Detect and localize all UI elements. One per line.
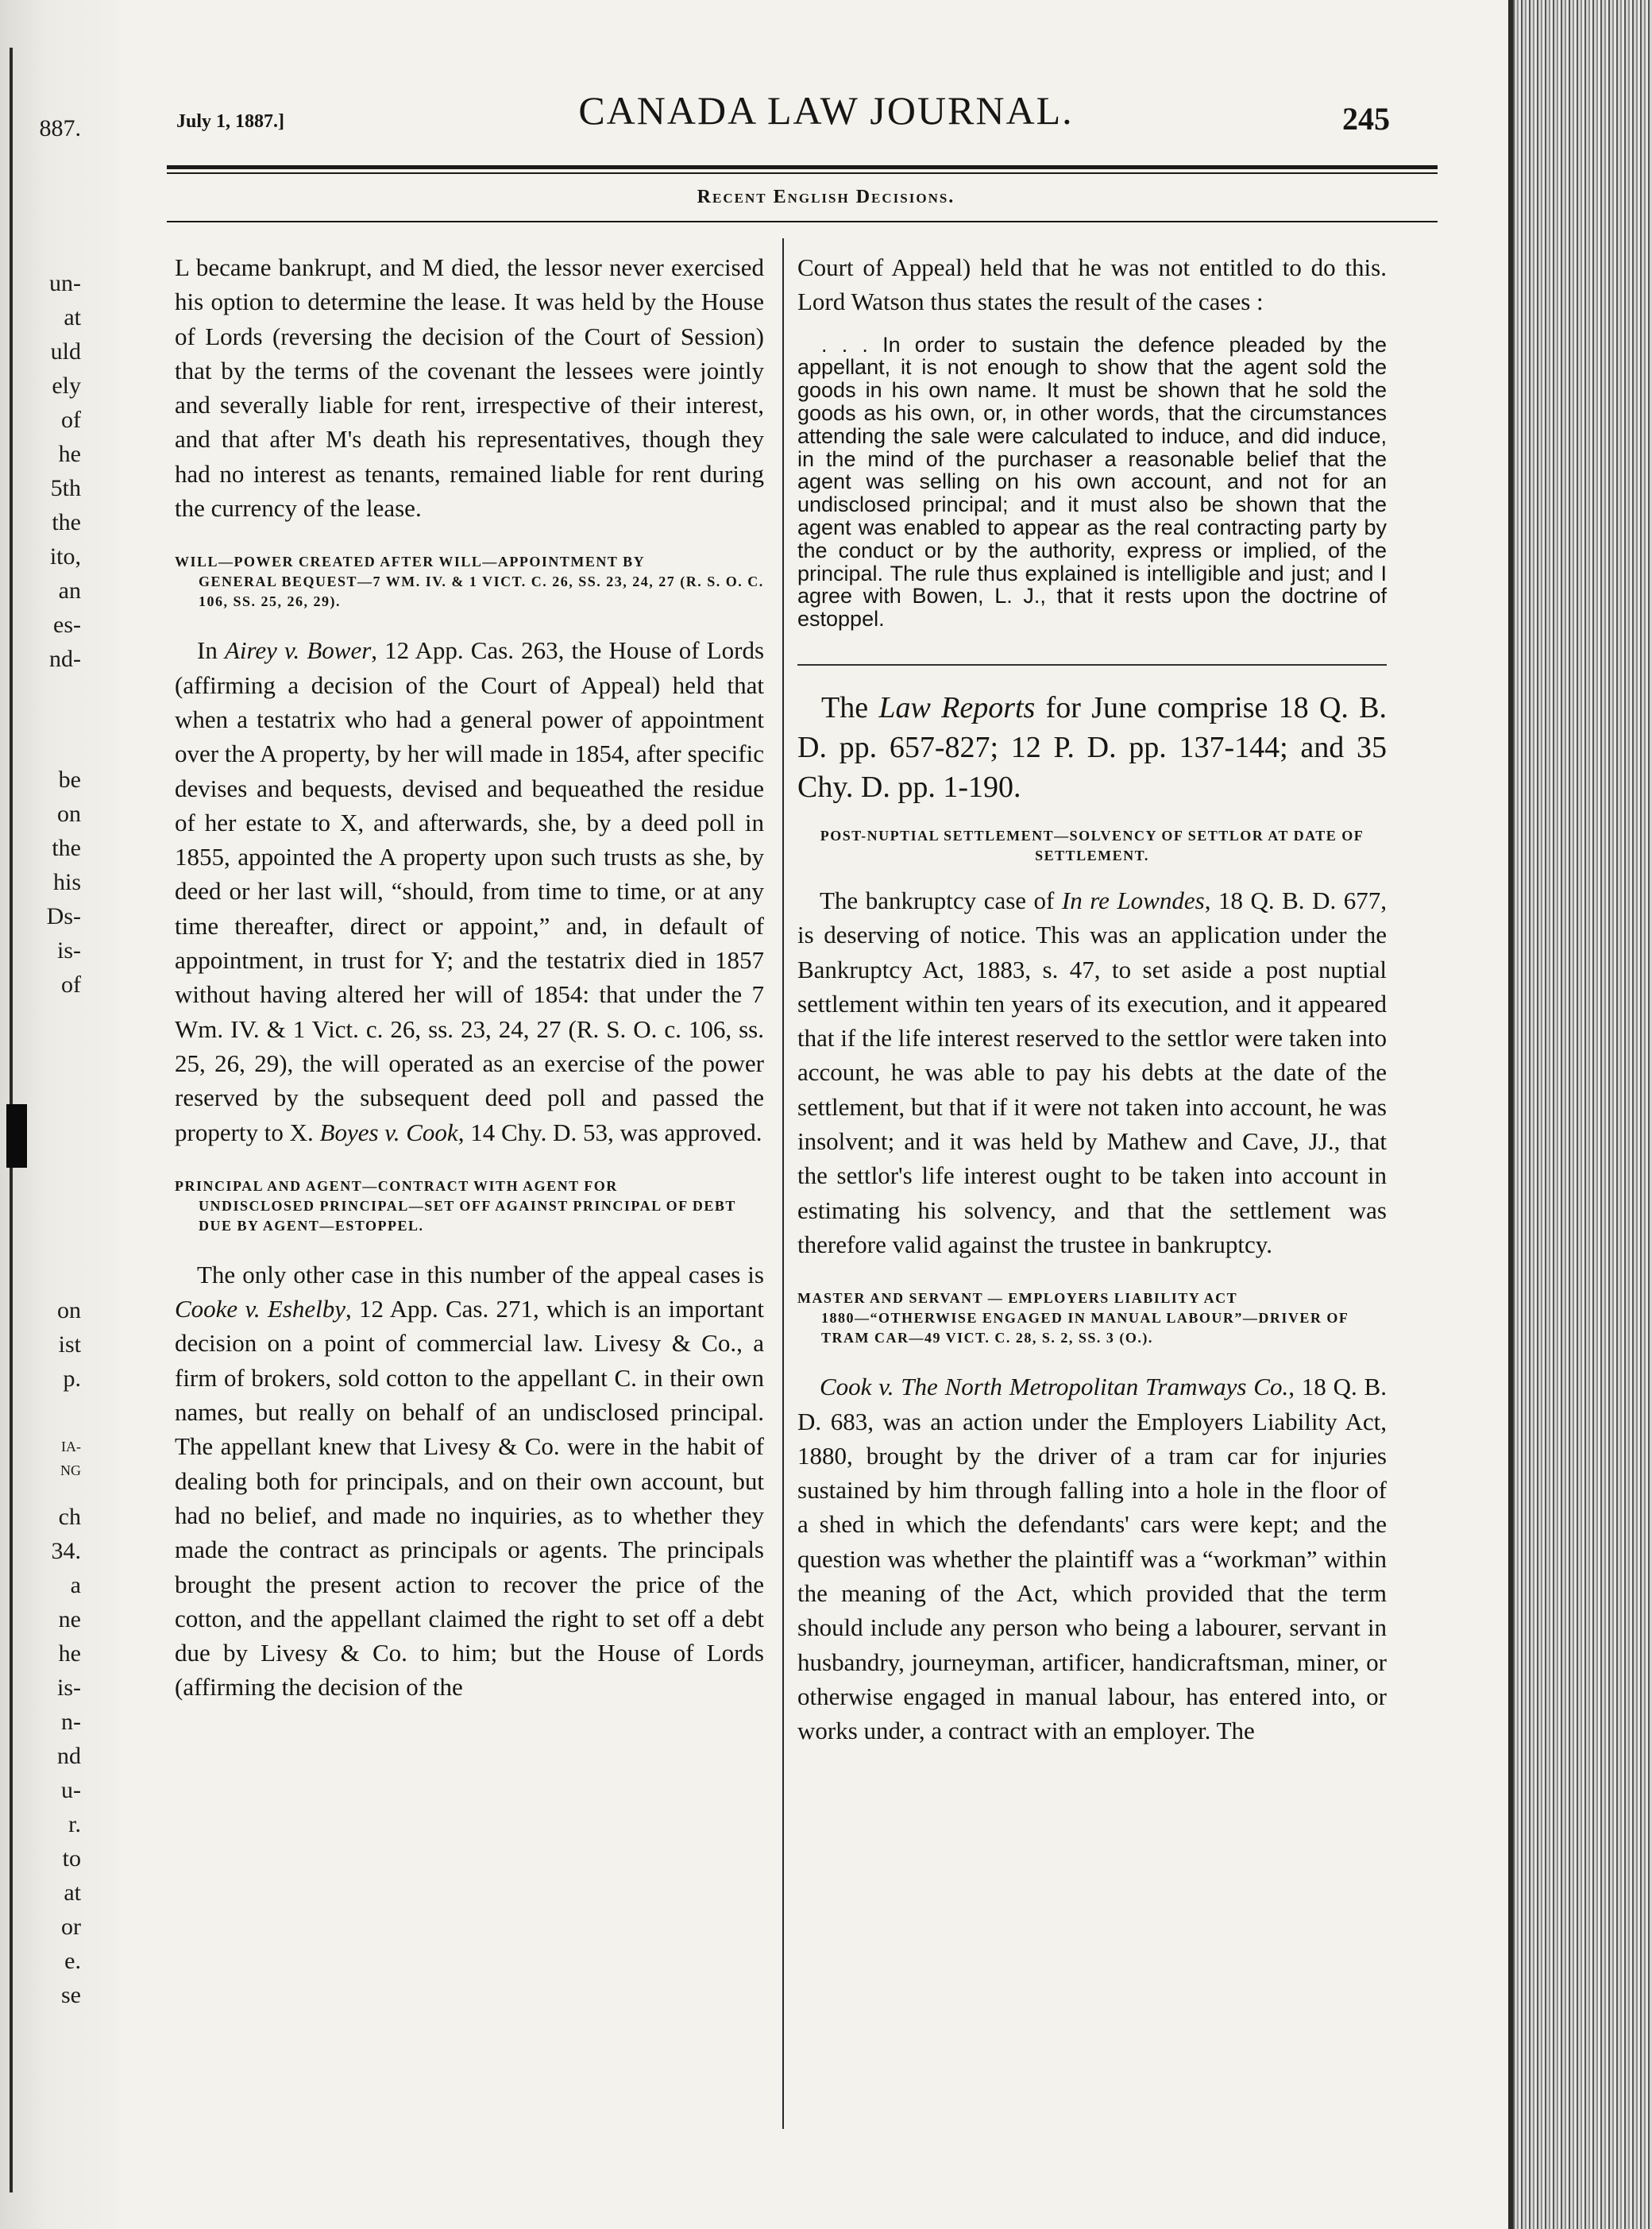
header-rule-thin — [167, 172, 1438, 174]
margin-fragment: of — [61, 972, 81, 998]
case-name: Airey v. Bower — [224, 636, 372, 665]
margin-fragment: the — [52, 835, 81, 861]
margin-fragment: nd- — [49, 646, 81, 672]
paragraph: Court of Appeal) held that he was not entitled to do this. Lord Watson thus states the result of the cases : — [797, 253, 1387, 316]
margin-fragment: p. — [63, 1366, 81, 1392]
margin-fragment: uld — [50, 338, 81, 365]
margin-fragment: or — [61, 1914, 81, 1940]
headnote-line: GENERAL BEQUEST—7 WM. IV. & 1 VICT. C. 26, SS. 23, 24, 27 (R. S. O. C. 106, SS. 25, 26, 29). — [199, 574, 764, 610]
margin-fragment: on — [57, 801, 81, 827]
headnote-line: MASTER AND SERVANT — EMPLOYERS LIABILITY ACT — [797, 1290, 1238, 1307]
quote-text: . . . In order to sustain the defence pleaded by the appellant, it is not enough to show that the agent sold the goods in his own name. It must be shown that he sold the goods as his own, or, in other words, that the circumstances attending the sale were calculated to induce, and did induce, in the mind of the purchaser a reasonable belief that the agent was selling on his own account, and not for an undisclosed principal; and it must also be shown that the agent was enabled to appear as the real contracting party by the conduct or by the authority, express or implied, of the principal. The rule thus explained is intelligible and just; and I agree with Bowen, L. J., that it rests upon the doctrine of estoppel. — [797, 332, 1387, 632]
margin-fragment: u- — [61, 1777, 81, 1803]
margin-fragment: an — [58, 578, 81, 604]
margin-fragment: Ds- — [46, 903, 81, 929]
text: , 18 Q. B. D. 677, is deserving of notice. This was an application under the Bankruptcy Act, 1883, s. 47, to set aside a post nuptial settlement within ten years of its execution, and it appeared that if the life interest reserved to the settlor were taken into account, he was able to pay his debts at the date of the settlement, but that if it were not taken into account, he was insolvent; and it was held by Mathew and Cave, JJ., that the settlor's life interest ought to be taken into account in estimating his solvency, and that the settlement was therefore valid against the trustee in bankruptcy. — [797, 886, 1387, 1258]
text: , 12 App. Cas. 271, which is an important decision on a point of commercial law. Livesy & Co., a firm of brokers, sold cotton to the appellant C. in their own names, but really on behalf of an undisclosed principal. The appellant knew that Livesy & Co. were in the habit of dealing both for principals, and on their own account, but had no belief, and made no inquiries, as to whether they made the contract as principals or agents. The principals brought the present action to recover the price of the cotton, and the appellant claimed the right to set off a debt due by Livesy & Co. to him; but the House of Lords (affirming the decision of the — [175, 1295, 764, 1702]
scan-right-margin — [1513, 0, 1652, 2229]
left-column — [175, 250, 764, 1705]
margin-fragment: ist — [58, 1331, 81, 1358]
text: In — [197, 636, 218, 665]
case-name: Cooke v. Eshelby — [175, 1295, 346, 1323]
law-reports-notice — [797, 688, 1387, 807]
margin-fragment: 887. — [39, 115, 81, 141]
text: The only other case in this number of the appeal cases is — [197, 1260, 764, 1288]
margin-fragment: 34. — [51, 1538, 81, 1564]
paragraph — [175, 1257, 764, 1705]
text: , 18 Q. B. D. 683, was an action under the Employers Liability Act, 1880, brought by the driver of a tram car for injuries sustained by him through falling into a hole in the floor of a shed in which the defendants' cars were kept; and the question was whether the plaintiff was a “workman” within the meaning of the Act, which provided that the term should include any person who being a labourer, servant in husbandry, journeyman, artificer, handicraftsman, miner, or otherwise engaged in manual labour, has entered into, or works under, a contract with an employer. The — [797, 1373, 1387, 1745]
margin-fragment: ito, — [49, 543, 81, 570]
margin-fragment: his — [52, 869, 81, 895]
text: The — [821, 690, 869, 724]
case-name: In re Lowndes — [1061, 886, 1205, 914]
section-heading: Recent English Decisions. — [697, 187, 955, 207]
headnote-line: 1880—“OTHERWISE ENGAGED IN MANUAL LABOUR”—DRIVER OF TRAM CAR—49 VICT. C. 28, S. 2, SS. 3 (O.). — [821, 1310, 1349, 1346]
margin-fragment: 5th — [50, 475, 81, 501]
case-headnote: POST-NUPTIAL SETTLEMENT—SOLVENCY OF SETTLOR AT DATE OF SETTLEMENT. — [820, 827, 1364, 863]
margin-fragment: he — [58, 1640, 81, 1667]
margin-fragment: nd — [57, 1743, 81, 1769]
margin-fragment: se — [61, 1982, 81, 2008]
margin-fragment: the — [52, 509, 81, 535]
case-name: Boyes v. Cook — [319, 1118, 458, 1146]
margin-fragment: to — [62, 1845, 81, 1872]
margin-fragment: a — [70, 1572, 81, 1598]
margin-fragment: be — [58, 767, 81, 793]
paragraph — [797, 1369, 1387, 1748]
margin-fragment: ch — [58, 1504, 81, 1530]
headnote-line: WILL—POWER CREATED AFTER WILL—APPOINTMENT BY — [175, 554, 646, 570]
margin-fragment: r. — [68, 1811, 81, 1837]
case-name: Cook v. The North Metropolitan Tramways Co. — [820, 1373, 1289, 1401]
margin-fragment: at — [64, 304, 81, 330]
headnote-line: UNDISCLOSED PRINCIPAL—SET OFF AGAINST PRINCIPAL OF DEBT DUE BY AGENT—ESTOPPEL. — [199, 1197, 736, 1234]
journal-title: CANADA LAW JOURNAL. — [578, 88, 1074, 133]
headnote-line: PRINCIPAL AND AGENT—CONTRACT WITH AGENT FOR — [175, 1177, 618, 1194]
margin-fragment: NG — [60, 1462, 81, 1478]
margin-fragment: e. — [64, 1948, 81, 1974]
margin-fragment: of — [61, 407, 81, 433]
paragraph — [175, 633, 764, 1149]
margin-fragment: es- — [53, 612, 81, 638]
paragraph: L became bankrupt, and M died, the lessor never exercised his option to determine the lease. It was held by the House of Lords (reversing the decision of the Court of Session) that by the terms of the covenant the lessees were jointly and severally liable for rent, irrespective of their interest, and that after M's death his representatives, though they had no interest as tenants, remained liable for rent during the currency of the lease. — [175, 253, 764, 523]
text: , 14 Chy. D. 53, was approved. — [457, 1118, 762, 1146]
separator-rule — [797, 664, 1387, 666]
facing-page-fragments — [0, 0, 87, 2229]
margin-fragment: ely — [52, 373, 81, 399]
column-divider — [782, 238, 784, 2129]
margin-fragment: at — [64, 1879, 81, 1906]
margin-fragment: on — [57, 1297, 81, 1323]
case-headnote — [175, 1176, 764, 1236]
header-rule-thick — [167, 165, 1438, 169]
paragraph — [797, 883, 1387, 1261]
page-number: 245 — [1342, 101, 1390, 137]
block-quote — [797, 334, 1387, 631]
case-headnote — [175, 552, 764, 612]
text: The bankruptcy case of — [820, 886, 1055, 914]
right-column — [797, 250, 1387, 1748]
margin-fragment: n- — [61, 1709, 81, 1735]
text: for June comprise 18 Q. B. D. pp. 657-827; 12 P. D. pp. 137-144; and 35 Chy. D. pp. 1-190. — [797, 690, 1388, 804]
margin-fragment: un- — [49, 270, 81, 296]
issue-date: July 1, 1887.] — [176, 111, 285, 132]
margin-fragment: he — [58, 441, 81, 467]
margin-fragment: ne — [58, 1606, 81, 1632]
text: , 12 App. Cas. 263, the House of Lords (affirming a decision of the Court of Appeal) held that when a testatrix who had a general power of appointment over the A property, by her will made in 1854, after specific devises and bequests, devised and bequeathed the residue of her estate to X, and afterwards, she, by a deed poll in 1855, appointed the A property upon such trusts as she, by deed or her last will, “should, from time to time, or at any time thereafter, direct or appoint,” and, in default of appointment, in trust for Y; and the testatrix died in 1857 without having altered her will of 1854: that under the 7 Wm. IV. & 1 Vict. c. 26, ss. 23, 24, 27 (R. S. O. c. 106, ss. 25, 26, 29), the will operated as an exercise of the power reserved by the subsequent deed poll and passed the property to X. — [175, 636, 765, 1146]
margin-fragment: IA- — [61, 1439, 81, 1454]
case-headnote — [797, 1288, 1387, 1348]
section-rule — [167, 221, 1438, 222]
publication-name: Law Reports — [878, 690, 1036, 724]
margin-fragment: is- — [57, 937, 81, 964]
margin-fragment: is- — [57, 1675, 81, 1701]
